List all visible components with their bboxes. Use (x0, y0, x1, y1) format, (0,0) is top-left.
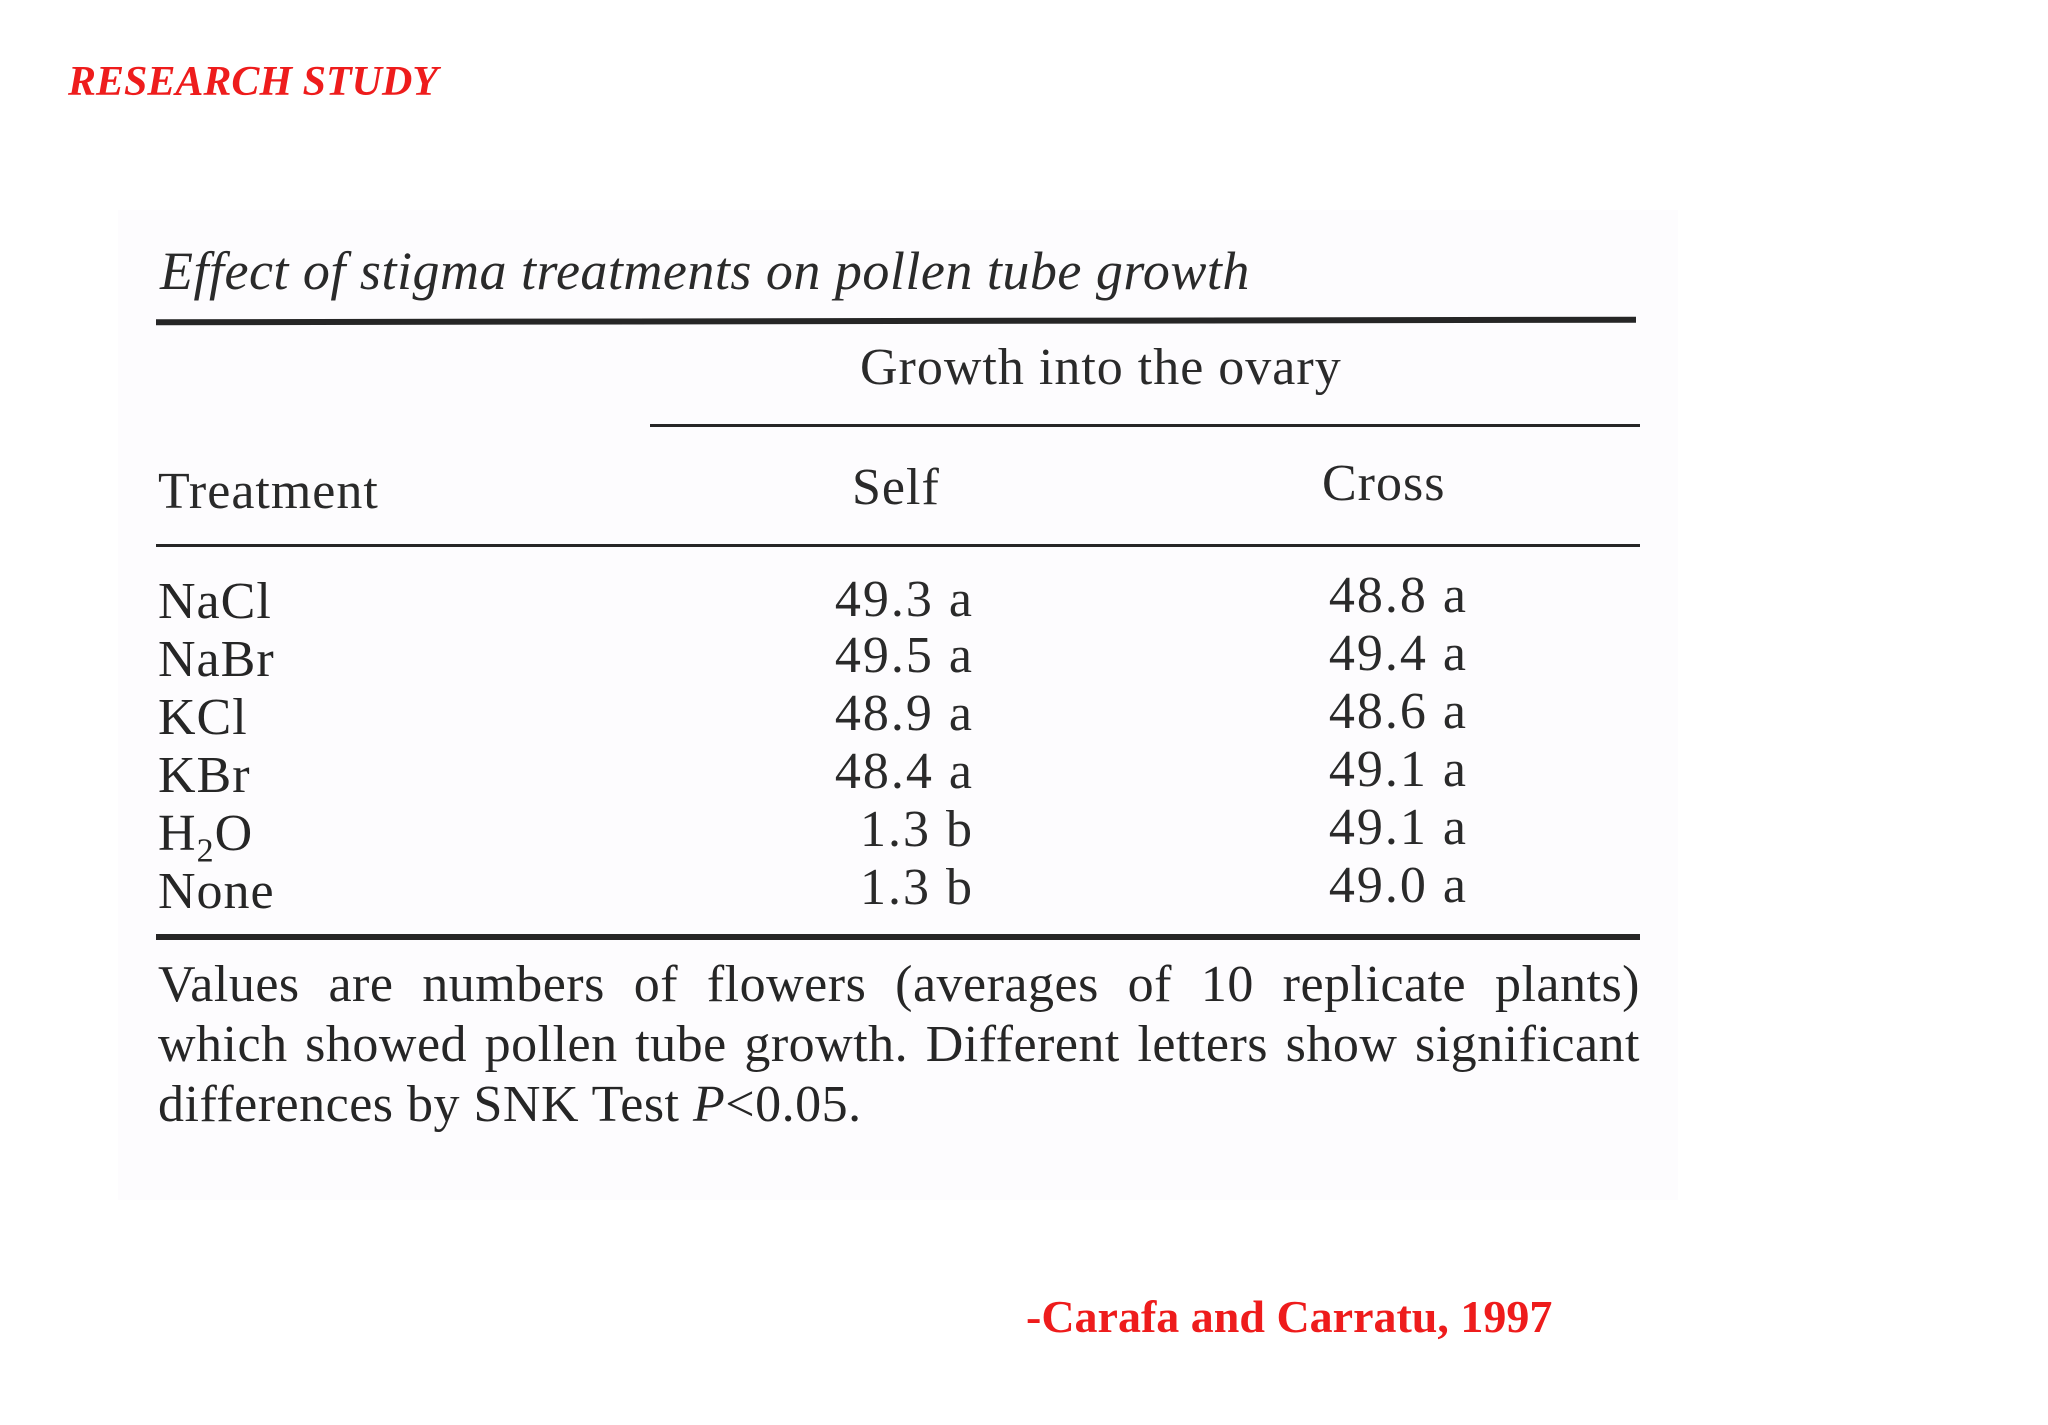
group-rule (650, 424, 1640, 427)
footnote-tail: <0.05. (725, 1076, 862, 1133)
column-header-cross: Cross (1322, 455, 1446, 512)
bottom-rule (156, 934, 1640, 940)
row-treatment-main: H (158, 805, 197, 862)
row-cross-value: 49.1 a (1328, 799, 1468, 856)
citation: -Carafa and Carratu, 1997 (1026, 1291, 1553, 1342)
row-self-value: 1.3 b (860, 801, 974, 858)
column-header-self: Self (852, 459, 940, 516)
footnote-text: Values are numbers of flowers (averages of 10 replicate plants) which showed pollen tube growth. Different letters show significant differences by SNK Test (158, 956, 1640, 1133)
header-rule (156, 544, 1640, 547)
row-treatment (158, 804, 253, 870)
row-treatment: KBr (158, 747, 251, 804)
row-cross-value: 49.0 a (1328, 857, 1468, 914)
column-header-treatment: Treatment (158, 463, 379, 520)
row-self-value: 49.3 a (834, 571, 974, 628)
row-cross-value: 49.1 a (1328, 741, 1468, 798)
slide-label: RESEARCH STUDY (68, 59, 438, 105)
row-treatment: KCl (158, 689, 248, 746)
row-treatment: NaCl (158, 573, 272, 630)
row-self-value: 49.5 a (834, 627, 974, 684)
row-self-value: 48.9 a (834, 685, 974, 742)
row-cross-value: 49.4 a (1328, 625, 1468, 682)
footnote-italic: P (693, 1076, 726, 1133)
row-treatment: None (158, 863, 275, 920)
row-treatment: NaBr (158, 631, 275, 688)
row-treatment-tail: O (214, 805, 254, 862)
row-cross-value: 48.8 a (1328, 567, 1468, 624)
row-cross-value: 48.6 a (1328, 683, 1468, 740)
table-caption: Effect of stigma treatments on pollen tube growth (160, 241, 1250, 301)
row-self-value: 1.3 b (860, 859, 974, 916)
row-self-value: 48.4 a (834, 743, 974, 800)
row-treatment-subscript: 2 (196, 832, 215, 870)
table-footnote (158, 955, 1640, 1135)
group-header: Growth into the ovary (860, 339, 1342, 396)
